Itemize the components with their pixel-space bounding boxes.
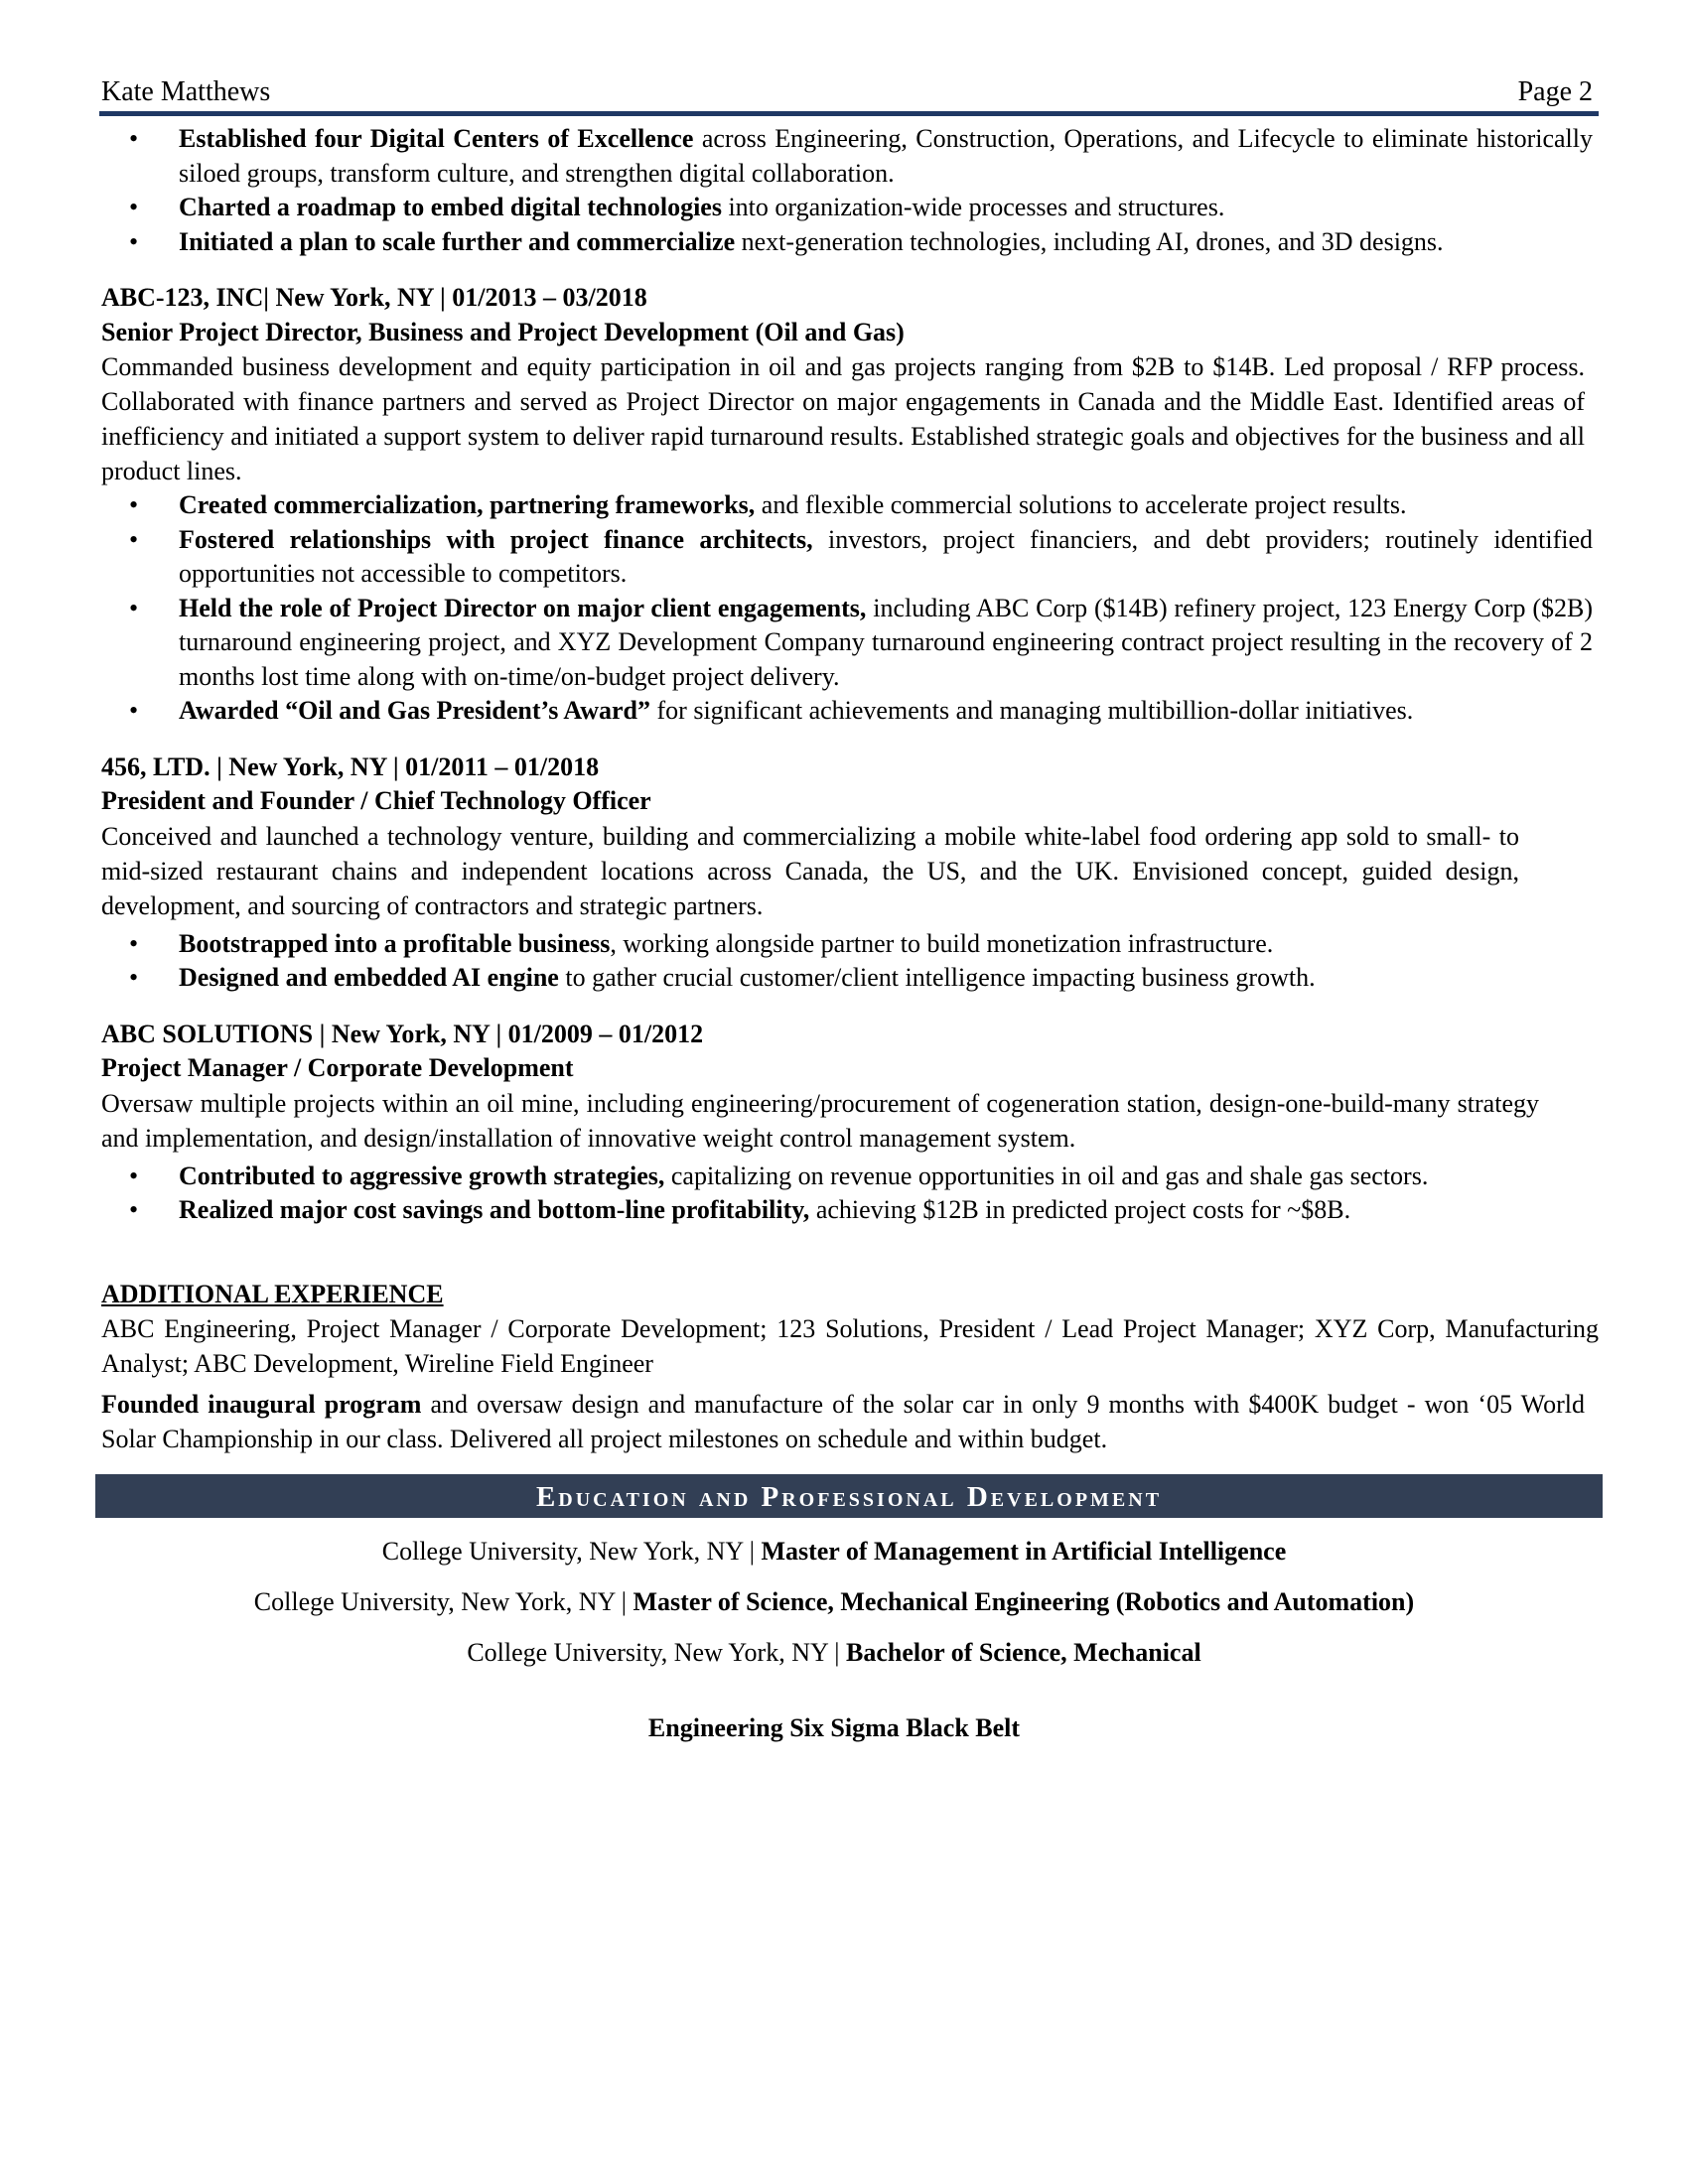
bullet-lead: Held the role of Project Director on major client engagements, <box>179 593 867 622</box>
bullet-lead: Established four Digital Centers of Excellence <box>179 124 694 153</box>
degree-name: Master of Management in Artificial Intelligence <box>761 1537 1287 1566</box>
bullet-lead: Initiated a plan to scale further and commercialize <box>179 226 736 256</box>
additional-roles: ABC Engineering, Project Manager / Corporate Development; 123 Solutions, President / Lead Project Manager; XYZ Corp, Manufacturing Analyst; ABC Development, Wireline Field Engineer <box>101 1314 1599 1378</box>
job-entry <box>99 1018 1599 1228</box>
founded-program-text <box>99 1387 1599 1456</box>
bullet-text: into organization-wide processes and structures. <box>721 193 1225 221</box>
job-title: President and Founder / Chief Technology Officer <box>101 786 651 815</box>
bullet-item <box>99 523 1599 592</box>
bullet-item <box>99 225 1599 260</box>
bullet-text: capitalizing on revenue opportunities in oil and gas and shale gas sectors. <box>664 1160 1429 1190</box>
candidate-name: Kate Matthews <box>101 76 271 107</box>
job-summary: Conceived and launched a technology venture, building and commercializing a mobile white-label food ordering app sold to small- to mid-sized restaurant chains and independent locations across Canada, the US, and the UK. Envisioned concept, guided design, development, and sourcing of contractors and strategic partners. <box>101 821 1519 920</box>
job-company-line: ABC SOLUTIONS | New York, NY | 01/2009 – 01/2012 <box>101 1019 704 1048</box>
bullet-lead: Realized major cost savings and bottom-line profitability, <box>179 1195 810 1224</box>
bullet-lead: Fostered relationships with project finance architects, <box>179 524 813 554</box>
page-header <box>99 75 1599 109</box>
education-entry <box>99 1585 1599 1619</box>
job-bullet-list <box>99 1160 1599 1228</box>
bullet-lead: Contributed to aggressive growth strategies, <box>179 1160 665 1190</box>
bullet-item <box>99 592 1599 695</box>
bullet-text: including ABC Corp ($14B) refinery project, 123 Energy Corp ($2B) turnaround engineering project, and XYZ Development Company turnaround engineering contract project resulting in the recovery of 2 months lost time along with on-time/on-budget project delivery. <box>179 593 1593 691</box>
school-name: College University, New York, NY | <box>253 1587 633 1616</box>
education-heading-band: Education and Professional Development <box>95 1474 1603 1518</box>
job-entry <box>99 751 1599 996</box>
job-title: Senior Project Director, Business and Project Development (Oil and Gas) <box>101 317 905 346</box>
founded-body: and oversaw design and manufacture of the solar car in only 9 months with $400K budget - won ‘05 World Solar Championship in our class. Delivered all project milestones on schedule and within budget. <box>101 1390 1585 1453</box>
certification: Engineering Six Sigma Black Belt <box>647 1713 1021 1742</box>
bullet-item <box>99 488 1599 523</box>
bullet-item <box>99 927 1599 962</box>
bullet-item <box>99 1160 1599 1194</box>
page-number: Page 2 <box>1517 76 1593 107</box>
bullet-text: across Engineering, Construction, Operations, and Lifecycle to eliminate historically siloed groups, transform culture, and strengthen digital collaboration. <box>179 124 1594 188</box>
job-company-line: ABC-123, INC| New York, NY | 01/2013 – 03/2018 <box>101 283 647 312</box>
section-heading: ADDITIONAL EXPERIENCE <box>101 1279 444 1308</box>
job-title: Project Manager / Corporate Development <box>101 1053 574 1082</box>
bullet-lead: Bootstrapped into a profitable business <box>179 928 611 958</box>
job-bullet-list <box>99 488 1599 729</box>
degree-name: Bachelor of Science, Mechanical <box>846 1638 1201 1667</box>
bullet-text: next-generation technologies, including AI, drones, and 3D designs. <box>735 226 1444 256</box>
education-section <box>99 1474 1599 1745</box>
bullet-text: investors, project financiers, and debt providers; routinely identified opportunities not accessible to competitors. <box>179 524 1594 588</box>
degree-name: Master of Science, Mechanical Engineering (Robotics and Automation) <box>633 1587 1415 1616</box>
job-summary: Commanded business development and equity participation in oil and gas projects ranging from $2B to $14B. Led proposal / RFP process. Collaborated with finance partners and served as Project Director on major engagements in Canada and the Middle East. Identified areas of inefficiency and initiated a support system to deliver rapid turnaround results. Established strategic goals and objectives for the business and all product lines. <box>101 352 1585 485</box>
bullet-text: and flexible commercial solutions to accelerate project results. <box>755 490 1407 519</box>
school-name: College University, New York, NY | <box>381 1537 762 1566</box>
bullet-text: , working alongside partner to build monetization infrastructure. <box>610 928 1274 958</box>
education-entry <box>99 1636 1599 1670</box>
intro-bullet-list <box>99 122 1599 259</box>
job-bullet-list <box>99 927 1599 996</box>
bullet-item <box>99 1193 1599 1228</box>
bullet-item <box>99 694 1599 729</box>
school-name: College University, New York, NY | <box>467 1638 847 1667</box>
bullet-item <box>99 191 1599 225</box>
bullet-lead: Created commercialization, partnering frameworks, <box>179 490 756 519</box>
resume-page-2 <box>99 75 1599 1745</box>
bullet-lead: Designed and embedded AI engine <box>179 963 559 992</box>
bullet-text: for significant achievements and managing multibillion-dollar initiatives. <box>650 696 1414 725</box>
bullet-text: achieving $12B in predicted project costs for ~$8B. <box>809 1195 1351 1224</box>
bullet-item <box>99 961 1599 996</box>
bullet-lead: Charted a roadmap to embed digital technologies <box>179 193 722 221</box>
bullet-lead: Awarded “Oil and Gas President’s Award” <box>179 696 651 725</box>
education-entry <box>99 1535 1599 1569</box>
job-summary: Oversaw multiple projects within an oil mine, including engineering/procurement of cogeneration station, design-one-build-many strategy and implementation, and design/installation of innovative weight control management system. <box>101 1088 1539 1153</box>
founded-lead: Founded inaugural program <box>101 1390 422 1419</box>
additional-experience-section <box>99 1278 1599 1457</box>
job-entry <box>99 281 1599 729</box>
bullet-text: to gather crucial customer/client intelligence impacting business growth. <box>558 963 1316 992</box>
bullet-item <box>99 122 1599 191</box>
job-company-line: 456, LTD. | New York, NY | 01/2011 – 01/2018 <box>101 751 600 781</box>
